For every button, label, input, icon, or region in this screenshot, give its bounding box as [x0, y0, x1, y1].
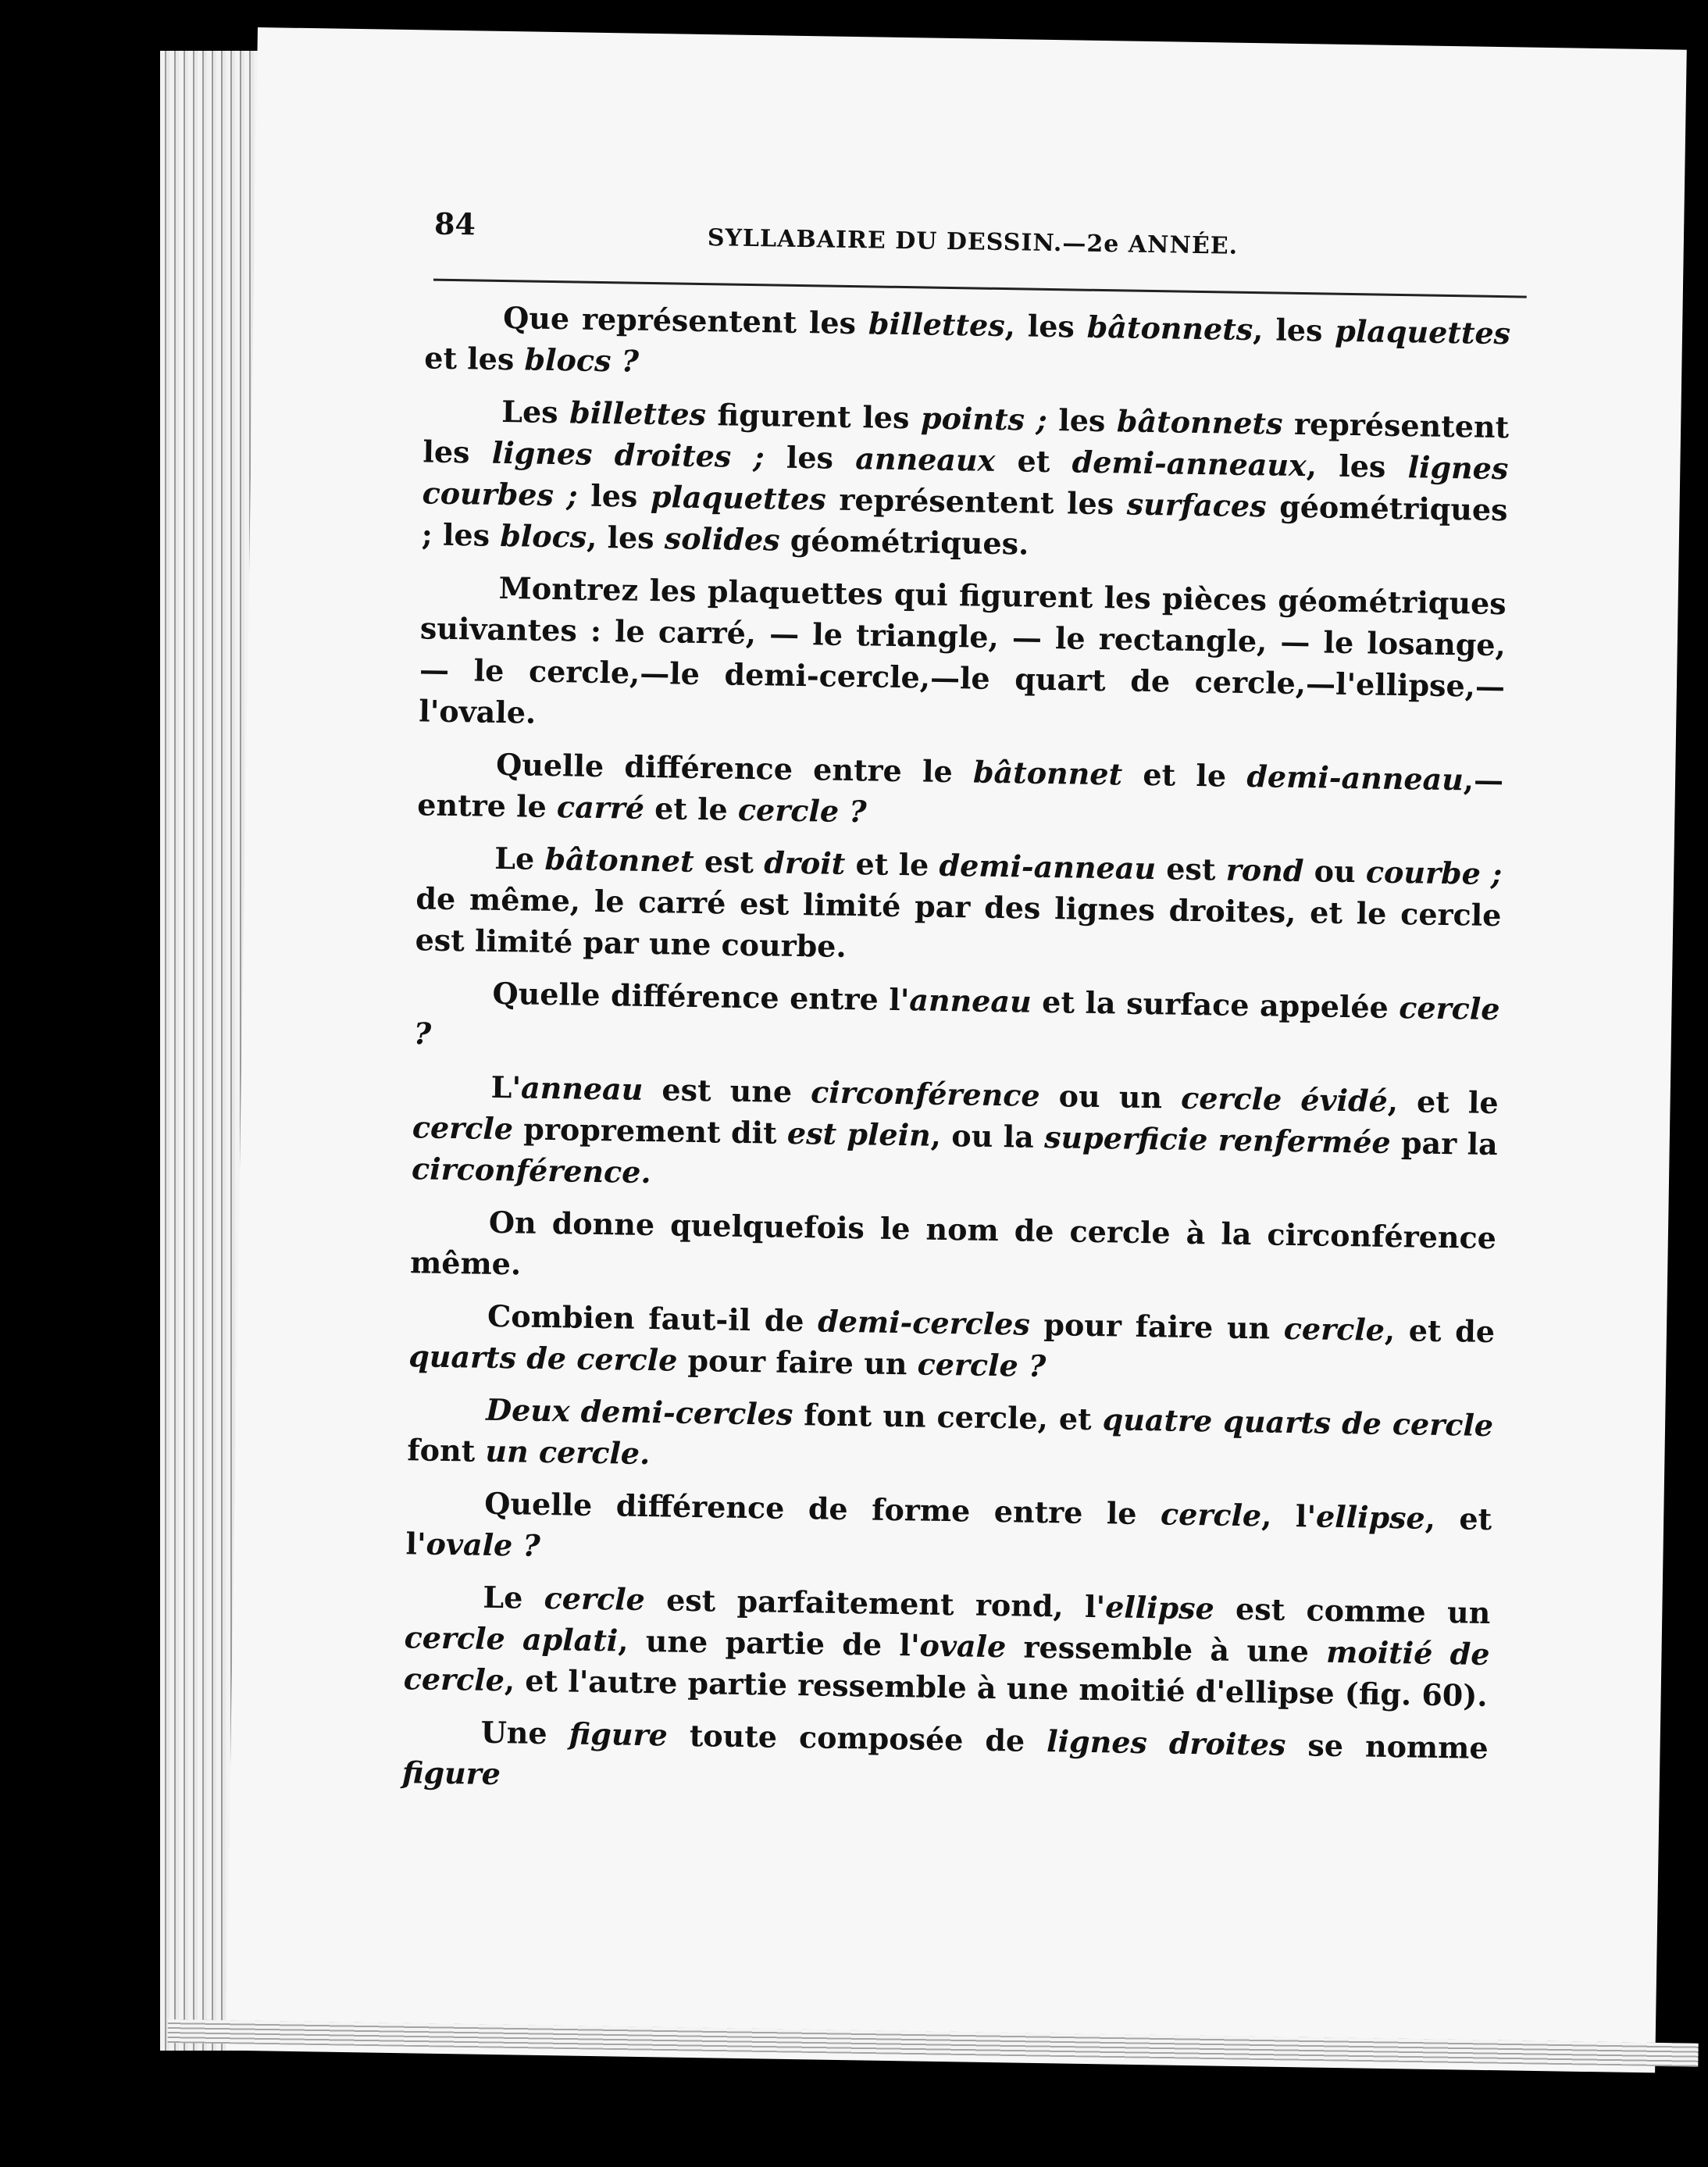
italic-run: lignes courbes ; — [422, 449, 1509, 513]
italic-run: plaquettes — [1335, 312, 1511, 352]
italic-run: superficie renfermée — [1043, 1119, 1392, 1160]
text-run: représentent les — [825, 481, 1128, 522]
text-run: , l' — [1260, 1498, 1317, 1534]
body-text — [401, 295, 1510, 1821]
italic-run: demi-anneau — [939, 847, 1157, 887]
text-run: Quelle différence de forme entre le — [484, 1485, 1161, 1532]
paragraph — [421, 389, 1509, 572]
text-run: et le — [1121, 756, 1247, 794]
paragraph — [417, 742, 1503, 842]
text-run: Quelle différence entre le — [495, 746, 974, 790]
italic-run: cercle — [412, 1109, 514, 1147]
text-run: Une — [480, 1714, 570, 1751]
paragraph — [405, 1481, 1492, 1581]
text-run: se nomme — [1285, 1726, 1489, 1766]
paragraph — [410, 1200, 1496, 1300]
italic-run: demi-anneaux — [1072, 444, 1307, 484]
italic-run: cercle — [1160, 1496, 1262, 1533]
text-run: Les — [501, 393, 570, 430]
italic-run: cercle aplati — [404, 1619, 619, 1658]
text-run: et — [994, 442, 1073, 480]
italic-run: demi-anneau — [1246, 759, 1464, 798]
italic-run: figure — [569, 1715, 669, 1753]
italic-run: blocs ? — [524, 341, 640, 379]
italic-run: cercle ? — [413, 990, 1500, 1051]
text-run: et le — [644, 790, 739, 827]
italic-run: droit — [764, 844, 846, 881]
paragraph — [413, 971, 1499, 1071]
italic-run: quatre quarts de cercle — [1102, 1401, 1494, 1444]
italic-run: solides — [664, 520, 780, 558]
italic-run: rond — [1225, 851, 1304, 889]
text-run: Le — [494, 840, 545, 876]
italic-run: circonférence. — [411, 1151, 652, 1191]
text-run: représentent les — [423, 405, 1510, 470]
italic-run: surfaces — [1126, 486, 1267, 524]
text-run: de même, le carré est limité par des lignes droites, et le cercle est limité par une courbe. — [415, 880, 1502, 964]
italic-run: carré — [556, 789, 645, 826]
text-run: les — [1047, 402, 1118, 439]
italic-run: courbe ; — [1365, 854, 1503, 892]
text-run: les — [764, 439, 856, 477]
text-run: font un cercle, et — [792, 1396, 1104, 1437]
text-run: L' — [490, 1069, 522, 1105]
page-number: 84 — [433, 205, 476, 242]
text-run: , les — [1004, 308, 1088, 345]
italic-run: blocs — [499, 517, 587, 555]
paragraph — [408, 1294, 1495, 1394]
text-run: figurent les — [705, 397, 922, 436]
italic-run: anneaux — [854, 441, 996, 478]
book-page — [226, 27, 1686, 2072]
italic-run: moitié de cercle — [403, 1633, 1490, 1698]
text-run: , et l'autre partie ressemble à une moitié d'ellipse (fig. 60). — [504, 1662, 1488, 1713]
text-run: et la surface appelée — [1031, 984, 1400, 1026]
text-run: est — [694, 843, 765, 880]
italic-run: bâtonnets — [1086, 309, 1253, 348]
italic-run: anneau — [520, 1069, 644, 1107]
italic-run: ovale ? — [426, 1526, 541, 1563]
text-run: est une — [643, 1071, 811, 1110]
text-run: Montrez les plaquettes qui figurent les pièces géométriques suivantes : le carré, — le triangle, — le rectangle, — le losange, — le cercle,—le demi-cercle,—le quart de cercle,—l'ellipse,—l'ovale. — [418, 569, 1507, 730]
text-run: ou un — [1039, 1077, 1182, 1116]
text-run: est — [1155, 851, 1227, 887]
italic-run: cercle évidé — [1180, 1080, 1389, 1119]
text-run: , et l' — [405, 1500, 1492, 1562]
text-run: , les — [586, 519, 665, 556]
text-run: , et le — [1387, 1083, 1499, 1121]
italic-run: lignes droites ; — [491, 434, 765, 475]
italic-run: circonférence — [810, 1074, 1040, 1113]
italic-run: cercle ? — [917, 1346, 1047, 1384]
page-header — [433, 206, 1629, 287]
italic-run: cercle — [544, 1580, 646, 1618]
text-run: pour faire un — [1029, 1306, 1285, 1346]
italic-run: ellipse — [1315, 1498, 1426, 1536]
text-run: Combien faut-il de — [487, 1298, 818, 1339]
paragraph — [403, 1575, 1490, 1716]
text-run: , les — [1306, 448, 1409, 485]
text-run: ,—entre le — [417, 762, 1504, 825]
text-run: est comme un — [1214, 1590, 1491, 1631]
text-run: géométriques. — [779, 522, 1029, 562]
text-run: , ou la — [930, 1117, 1045, 1155]
text-run: , les — [1252, 312, 1335, 348]
text-run: ou — [1303, 853, 1367, 890]
text-run: toute composée de — [667, 1717, 1047, 1759]
italic-run: plaquettes — [650, 478, 827, 517]
text-run: géométriques ; les — [421, 488, 1508, 553]
text-run: Le — [483, 1579, 545, 1616]
paragraph — [412, 1065, 1499, 1206]
italic-run: anneau — [909, 982, 1032, 1019]
italic-run: billettes — [569, 394, 707, 433]
text-run: ressemble à une — [1005, 1629, 1327, 1669]
italic-run: points ; — [920, 400, 1048, 437]
italic-run: billettes — [868, 305, 1006, 344]
italic-run: ovale — [919, 1627, 1007, 1665]
text-run: Quelle différence entre l' — [492, 975, 910, 1018]
italic-run: est plein — [786, 1115, 932, 1153]
text-run: font — [407, 1432, 486, 1469]
italic-run: bâtonnet — [544, 841, 694, 879]
text-run: pour faire un — [676, 1342, 918, 1382]
text-run: On donne quelquefois le nom de cercle à la circonférence même. — [409, 1204, 1497, 1282]
italic-run: un cercle. — [485, 1433, 651, 1472]
paragraph — [419, 566, 1507, 748]
italic-run: bâtonnets — [1116, 403, 1283, 441]
italic-run: quarts de cercle — [408, 1338, 678, 1378]
italic-run: cercle — [1283, 1310, 1385, 1348]
paragraph — [407, 1387, 1493, 1487]
italic-run: figure — [401, 1755, 501, 1792]
text-run: , une partie de l' — [617, 1623, 920, 1663]
text-run: proprement dit — [512, 1111, 788, 1151]
paragraph — [402, 1710, 1489, 1810]
running-title: SYLLABAIRE DU DESSIN.—2e ANNÉE. — [707, 224, 1239, 260]
text-run: les — [577, 477, 651, 514]
text-run: , et de — [1384, 1312, 1496, 1350]
italic-run: Deux demi-cercles — [485, 1391, 793, 1432]
text-run: est parfaitement rond, l' — [644, 1582, 1106, 1625]
italic-run: bâtonnet — [972, 754, 1123, 792]
paragraph — [415, 836, 1502, 977]
text-run: Que représentent les — [502, 299, 869, 341]
text-run: et les — [424, 340, 525, 377]
italic-run: ellipse — [1104, 1589, 1215, 1626]
text-run: et le — [844, 845, 940, 883]
paragraph — [424, 295, 1510, 395]
text-run: par la — [1390, 1124, 1499, 1162]
italic-run: lignes droites — [1046, 1723, 1286, 1762]
italic-run: demi-cercles — [817, 1303, 1031, 1342]
italic-run: cercle ? — [737, 791, 867, 830]
